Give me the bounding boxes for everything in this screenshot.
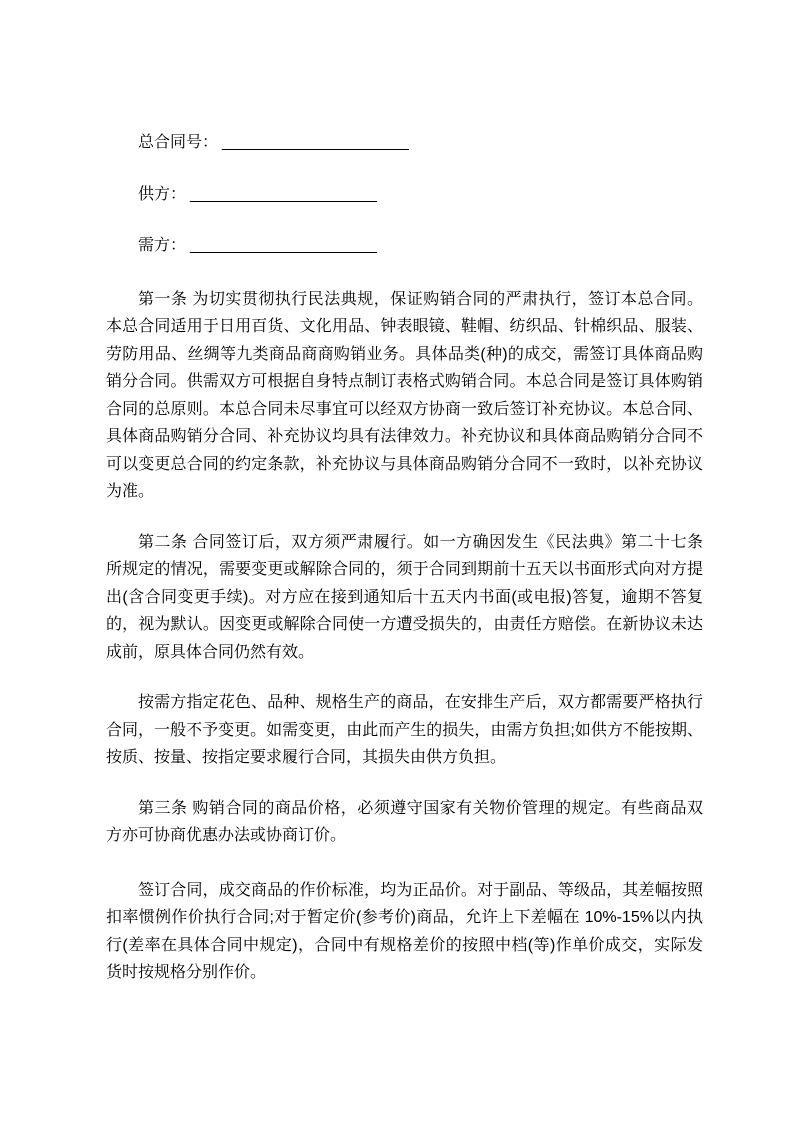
text-line: 销分合同。供需双方可根据自身特点制订表格式购销合同。本总合同是签订具体购销 bbox=[106, 373, 703, 390]
text-line: 为准。 bbox=[106, 483, 155, 500]
text-line: 方亦可协商优惠办法或协商订价。 bbox=[106, 827, 347, 844]
supplier-blank-line: _____________________ bbox=[190, 185, 377, 203]
text-line: 成前，原具体合同仍然有效。 bbox=[106, 643, 315, 661]
text-line: 签订合同，成交商品的作价标准，均为正品价。对于副品、等级品，其差幅按照 bbox=[138, 881, 703, 899]
contract-number-blank-line: _____________________ bbox=[222, 134, 409, 151]
text-line: 第一条 为切实贯彻执行民法典规，保证购销合同的严肃执行，签订本总合同。 bbox=[138, 290, 703, 308]
paragraph-clause-3 bbox=[106, 795, 703, 850]
text-line: 所规定的情况，需要变更或解除合同的，须于合同到期前十五天以书面形式向对方提 bbox=[106, 561, 703, 578]
text-line: 行(差率在具体合同中规定)，合同中有规格差价的按照中档(等)作单价成交，实际发 bbox=[106, 936, 703, 954]
text-line: 出(含合同变更手续)。对方应在接到通知后十五天内书面(或电报)答复，逾期不答复 bbox=[106, 588, 703, 606]
demander-label: 需方： bbox=[138, 237, 187, 254]
field-contract-number bbox=[106, 129, 703, 157]
text-line: 合同的总原则。本总合同未尽事宜可以经双方协商一致后签订补充协议。本总合同、 bbox=[106, 400, 703, 418]
contract-header-fields bbox=[106, 129, 703, 260]
demander-blank-line: _____________________ bbox=[190, 237, 377, 254]
text-line: 第二条 合同签订后，双方须严肃履行。如一方确因发生《民法典》第二十七条 bbox=[138, 533, 703, 551]
text-line: 劳防用品、丝绸等九类商品商商购销业务。具体品类(种)的成交，需签订具体商品购 bbox=[106, 345, 703, 363]
text-line: 第三条 购销合同的商品价格，必须遵守国家有关物价管理的规定。有些商品双 bbox=[138, 799, 703, 817]
field-demander bbox=[106, 232, 703, 260]
text-line: 货时按规格分别作价。 bbox=[106, 964, 267, 981]
text-line: 按需方指定花色、品种、规格生产的商品，在安排生产后，双方都需要严格执行 bbox=[138, 694, 703, 711]
paragraph-clause-1 bbox=[106, 286, 703, 506]
text-line: 可以变更总合同的约定条款，补充协议与具体商品购销分合同不一致时，以补充协议 bbox=[106, 455, 703, 473]
text-line: 的，视为默认。因变更或解除合同使一方遭受损失的，由责任方赔偿。在新协议未达 bbox=[106, 616, 703, 633]
text-line: 按质、按量、按指定要求履行合同，其损失由供方负担。 bbox=[106, 749, 507, 766]
field-supplier bbox=[106, 181, 703, 209]
paragraph-clause-2 bbox=[106, 529, 703, 667]
supplier-label: 供方： bbox=[138, 185, 187, 203]
text-line: 合同，一般不予变更。如需变更，由此而产生的损失，由需方负担;如供方不能按期、 bbox=[106, 721, 703, 739]
text-line: 具体商品购销分合同、补充协议均具有法律效力。补充协议和具体商品购销分合同不 bbox=[106, 428, 703, 445]
paragraph-clause-3-pricing bbox=[106, 877, 703, 987]
contract-number-label: 总合同号： bbox=[138, 134, 219, 151]
text-line: 扣率惯例作价执行合同;对于暂定价(参考价)商品，允许上下差幅在 10%-15%以内执 bbox=[106, 909, 703, 926]
paragraph-clause-2-supplement bbox=[106, 689, 703, 772]
text-line: 本总合同适用于日用百货、文化用品、钟表眼镜、鞋帽、纺织品、针棉织品、服装、 bbox=[106, 318, 703, 335]
